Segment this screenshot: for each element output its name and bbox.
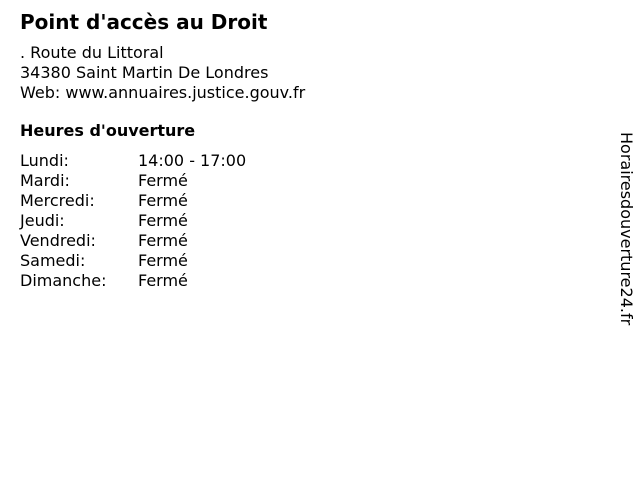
day-hours: Fermé <box>138 211 188 230</box>
place-info-card <box>20 9 580 291</box>
website-line: Web: www.annuaires.justice.gouv.fr <box>20 83 306 102</box>
day-hours: Fermé <box>138 231 188 250</box>
day-label: Jeudi: <box>20 211 65 230</box>
day-hours: Fermé <box>138 251 188 270</box>
day-hours: Fermé <box>138 171 188 190</box>
day-label: Samedi: <box>20 251 86 270</box>
address-line-2: 34380 Saint Martin De Londres <box>20 63 269 82</box>
address-line-1: . Route du Littoral <box>20 43 164 62</box>
day-hours: Fermé <box>138 271 188 290</box>
hours-row-saturday <box>20 251 580 271</box>
hours-row-monday <box>20 151 580 171</box>
day-label: Mercredi: <box>20 191 95 210</box>
hours-row-sunday <box>20 271 580 291</box>
day-hours: 14:00 - 17:00 <box>138 151 247 170</box>
opening-hours-list <box>20 151 580 291</box>
hours-row-friday <box>20 231 580 251</box>
day-hours: Fermé <box>138 191 188 210</box>
hours-row-wednesday <box>20 191 580 211</box>
site-watermark: Horairesdouverture24.fr <box>617 132 636 326</box>
opening-hours-title: Heures d'ouverture <box>20 121 196 140</box>
day-label: Lundi: <box>20 151 69 170</box>
day-label: Mardi: <box>20 171 70 190</box>
hours-row-thursday <box>20 211 580 231</box>
place-title: Point d'accès au Droit <box>20 10 268 34</box>
day-label: Dimanche: <box>20 271 107 290</box>
address-block <box>20 43 580 103</box>
hours-row-tuesday <box>20 171 580 191</box>
day-label: Vendredi: <box>20 231 96 250</box>
